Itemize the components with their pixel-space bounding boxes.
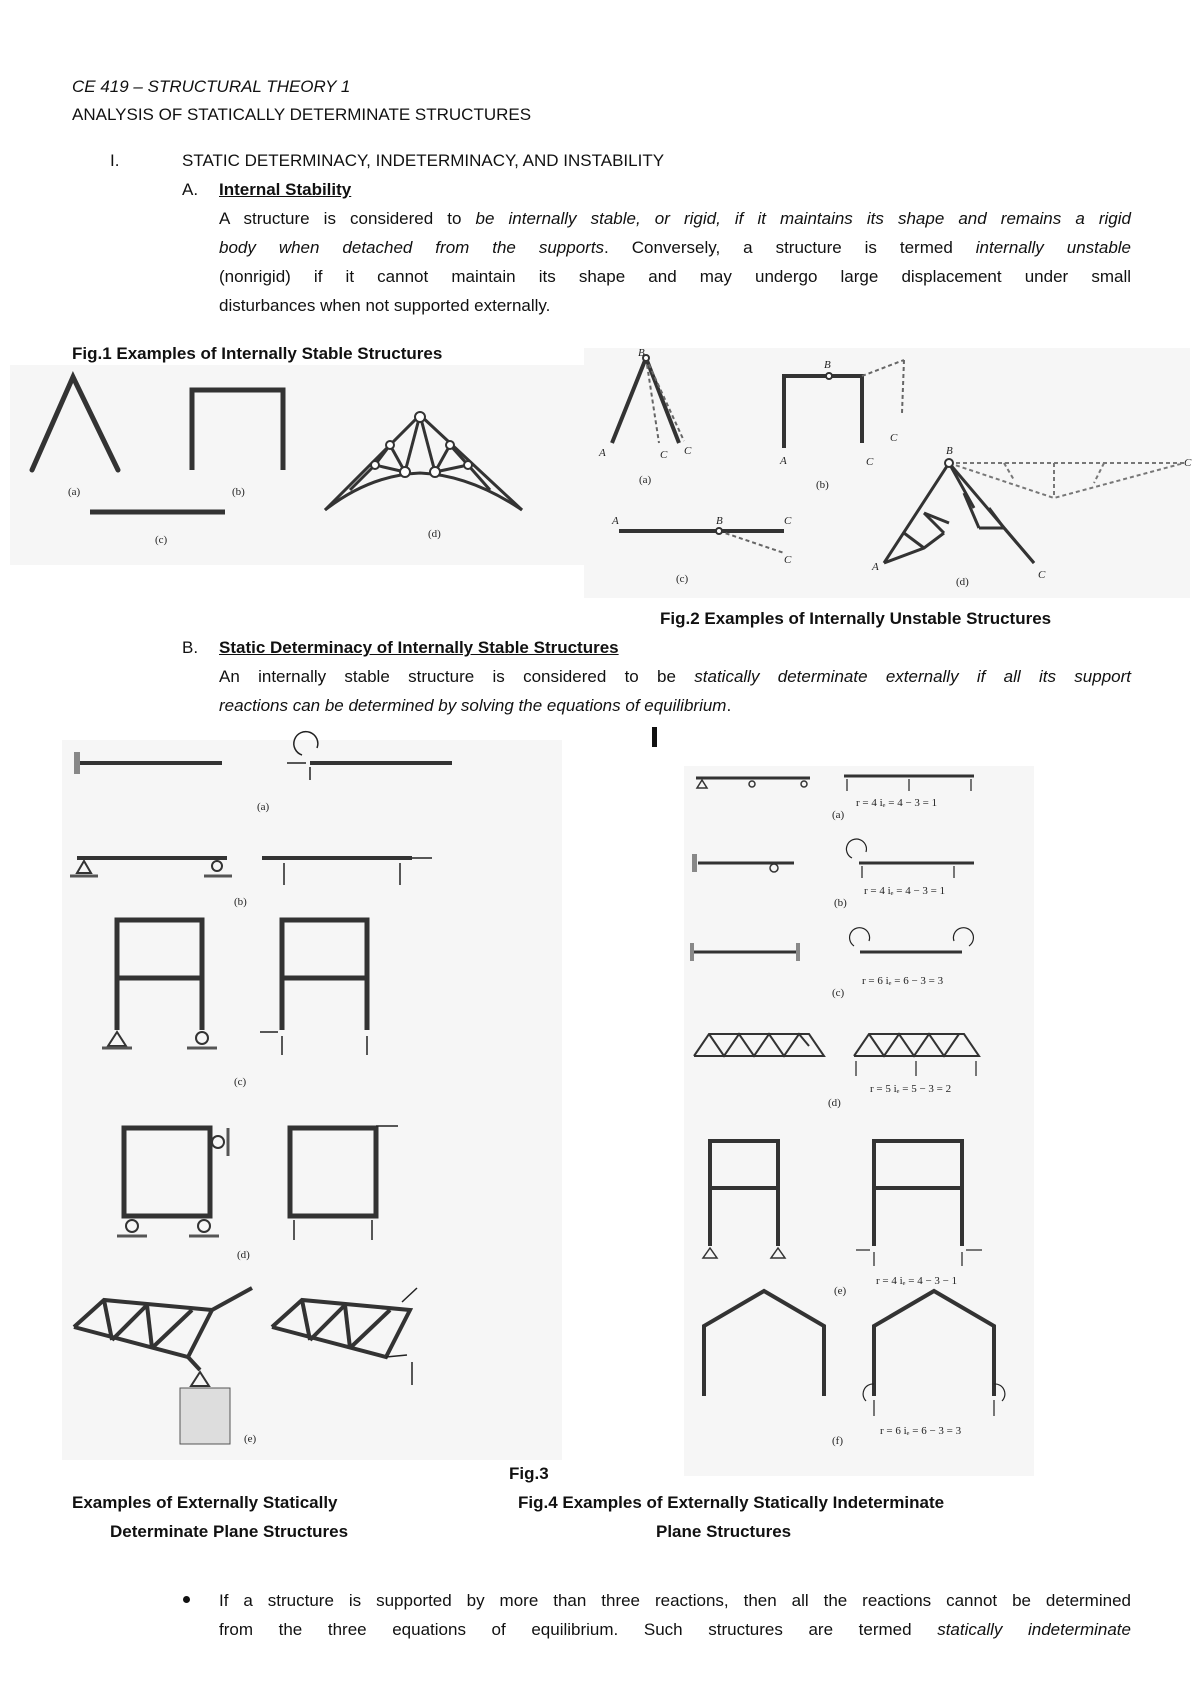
fig3-label-b: (b) bbox=[234, 896, 247, 908]
fig4-label-b: (b) bbox=[834, 897, 847, 909]
fig3-externally-determinate-structures bbox=[62, 740, 562, 1460]
fig2-label-b: (b) bbox=[816, 479, 829, 491]
section-numeral: I. bbox=[110, 151, 120, 170]
fig2-a-point-c1: C bbox=[660, 449, 668, 461]
fig4-label-e: (e) bbox=[834, 1285, 847, 1297]
fig2-a-point-b: B bbox=[638, 347, 645, 359]
fig2-d-point-c: C bbox=[1038, 569, 1046, 581]
fig2-caption: Fig.2 Examples of Internally Unstable Structures bbox=[660, 609, 1052, 628]
paragraph-line: If a structure is supported by more than three reactions, then all the reactions cannot be determined bbox=[219, 1591, 1131, 1610]
fig4-label-a: (a) bbox=[832, 809, 845, 821]
fig3-caption-number: Fig.3 bbox=[509, 1464, 549, 1483]
fig2-a-point-a: A bbox=[599, 447, 606, 459]
fig1-internally-stable-structures bbox=[10, 365, 600, 565]
fig2-d-point-c2: C bbox=[1184, 457, 1192, 469]
fig4-caption-line1: Fig.4 Examples of Externally Statically Indeterminate bbox=[518, 1493, 945, 1512]
bullet-dot bbox=[183, 1596, 190, 1603]
fig2-b-point-b: B bbox=[824, 359, 831, 371]
fig4-eq-c: r = 6 iₑ = 6 − 3 = 3 bbox=[862, 975, 944, 987]
fig4-label-c: (c) bbox=[832, 987, 845, 999]
paragraph-line: reactions can be determined by solving the equations of equilibrium. bbox=[219, 696, 732, 715]
fig3-caption-line2: Determinate Plane Structures bbox=[110, 1522, 349, 1541]
fig4-eq-a: r = 4 iₑ = 4 − 3 = 1 bbox=[856, 797, 938, 809]
fig2-c-point-b: B bbox=[716, 515, 723, 527]
fig3-label-a: (a) bbox=[257, 801, 270, 813]
subsection-letter-a: A. bbox=[182, 180, 199, 199]
fig4-eq-f: r = 6 iₑ = 6 − 3 = 3 bbox=[880, 1425, 962, 1437]
fig2-label-d: (d) bbox=[956, 576, 969, 588]
fig1-caption: Fig.1 Examples of Internally Stable Structures bbox=[72, 344, 443, 363]
text-cursor-mark bbox=[652, 727, 657, 747]
fig2-d-point-b: B bbox=[946, 445, 953, 457]
fig2-internally-unstable-structures bbox=[584, 348, 1190, 598]
fig2-d-point-a: A bbox=[872, 561, 879, 573]
fig1-label-c: (c) bbox=[155, 534, 168, 546]
paragraph-line: (nonrigid) if it cannot maintain its shape and may undergo large displacement under small bbox=[219, 267, 1131, 286]
paragraph-line: body when detached from the supports. Conversely, a structure is termed internally unstable bbox=[219, 238, 1132, 257]
fig2-label-a: (a) bbox=[639, 474, 652, 486]
fig4-label-f: (f) bbox=[832, 1435, 843, 1447]
fig4-externally-indeterminate-structures bbox=[684, 766, 1034, 1476]
section-title: STATIC DETERMINACY, INDETERMINACY, AND INSTABILITY bbox=[182, 151, 665, 170]
course-title: CE 419 – STRUCTURAL THEORY 1 bbox=[72, 77, 351, 96]
subsection-letter-b: B. bbox=[182, 638, 199, 657]
fig3-label-e: (e) bbox=[244, 1433, 257, 1445]
internal-stability-paragraph bbox=[219, 204, 1131, 320]
fig4-eq-b: r = 4 iₑ = 4 − 3 = 1 bbox=[864, 885, 946, 897]
fig1-label-b: (b) bbox=[232, 486, 245, 498]
paragraph-line: A structure is considered to be internally stable, or rigid, if it maintains its shape and remains a rigid bbox=[219, 209, 1131, 228]
paragraph-line: An internally stable structure is considered to be statically determinate externally if all its support bbox=[219, 667, 1131, 686]
fig4-eq-d: r = 5 iₑ = 5 − 3 = 2 bbox=[870, 1083, 952, 1095]
fig1-label-d: (d) bbox=[428, 528, 441, 540]
fig2-b-point-c2: C bbox=[890, 432, 898, 444]
document-title: ANALYSIS OF STATICALLY DETERMINATE STRUCTURES bbox=[72, 105, 532, 124]
fig2-c-point-c2: C bbox=[784, 554, 792, 566]
fig3-label-d: (d) bbox=[237, 1249, 250, 1261]
fig4-eq-e: r = 4 iₑ = 4 − 3 − 1 bbox=[876, 1275, 958, 1287]
fig4-label-d: (d) bbox=[828, 1097, 841, 1109]
fig3-caption-line1: Examples of Externally Statically bbox=[72, 1493, 338, 1512]
subsection-title-internal-stability: Internal Stability bbox=[219, 180, 352, 199]
fig2-label-c: (c) bbox=[676, 573, 689, 585]
fig2-c-point-c: C bbox=[784, 515, 792, 527]
fig2-c-point-a: A bbox=[612, 515, 619, 527]
bullet-paragraph bbox=[219, 1586, 1131, 1644]
fig2-a-point-c2: C bbox=[684, 445, 692, 457]
fig1-label-a: (a) bbox=[68, 486, 81, 498]
fig4-caption-line2: Plane Structures bbox=[656, 1522, 792, 1541]
paragraph-line: disturbances when not supported externally. bbox=[219, 296, 551, 315]
subsection-title-static-determinacy: Static Determinacy of Internally Stable Structures bbox=[219, 638, 619, 657]
fig2-b-point-a: A bbox=[780, 455, 787, 467]
static-determinacy-paragraph bbox=[219, 662, 1131, 720]
fig3-label-c: (c) bbox=[234, 1076, 247, 1088]
paragraph-line: from the three equations of equilibrium. Such structures are termed statically indeterminate bbox=[219, 1620, 1131, 1639]
fig2-b-point-c: C bbox=[866, 456, 874, 468]
